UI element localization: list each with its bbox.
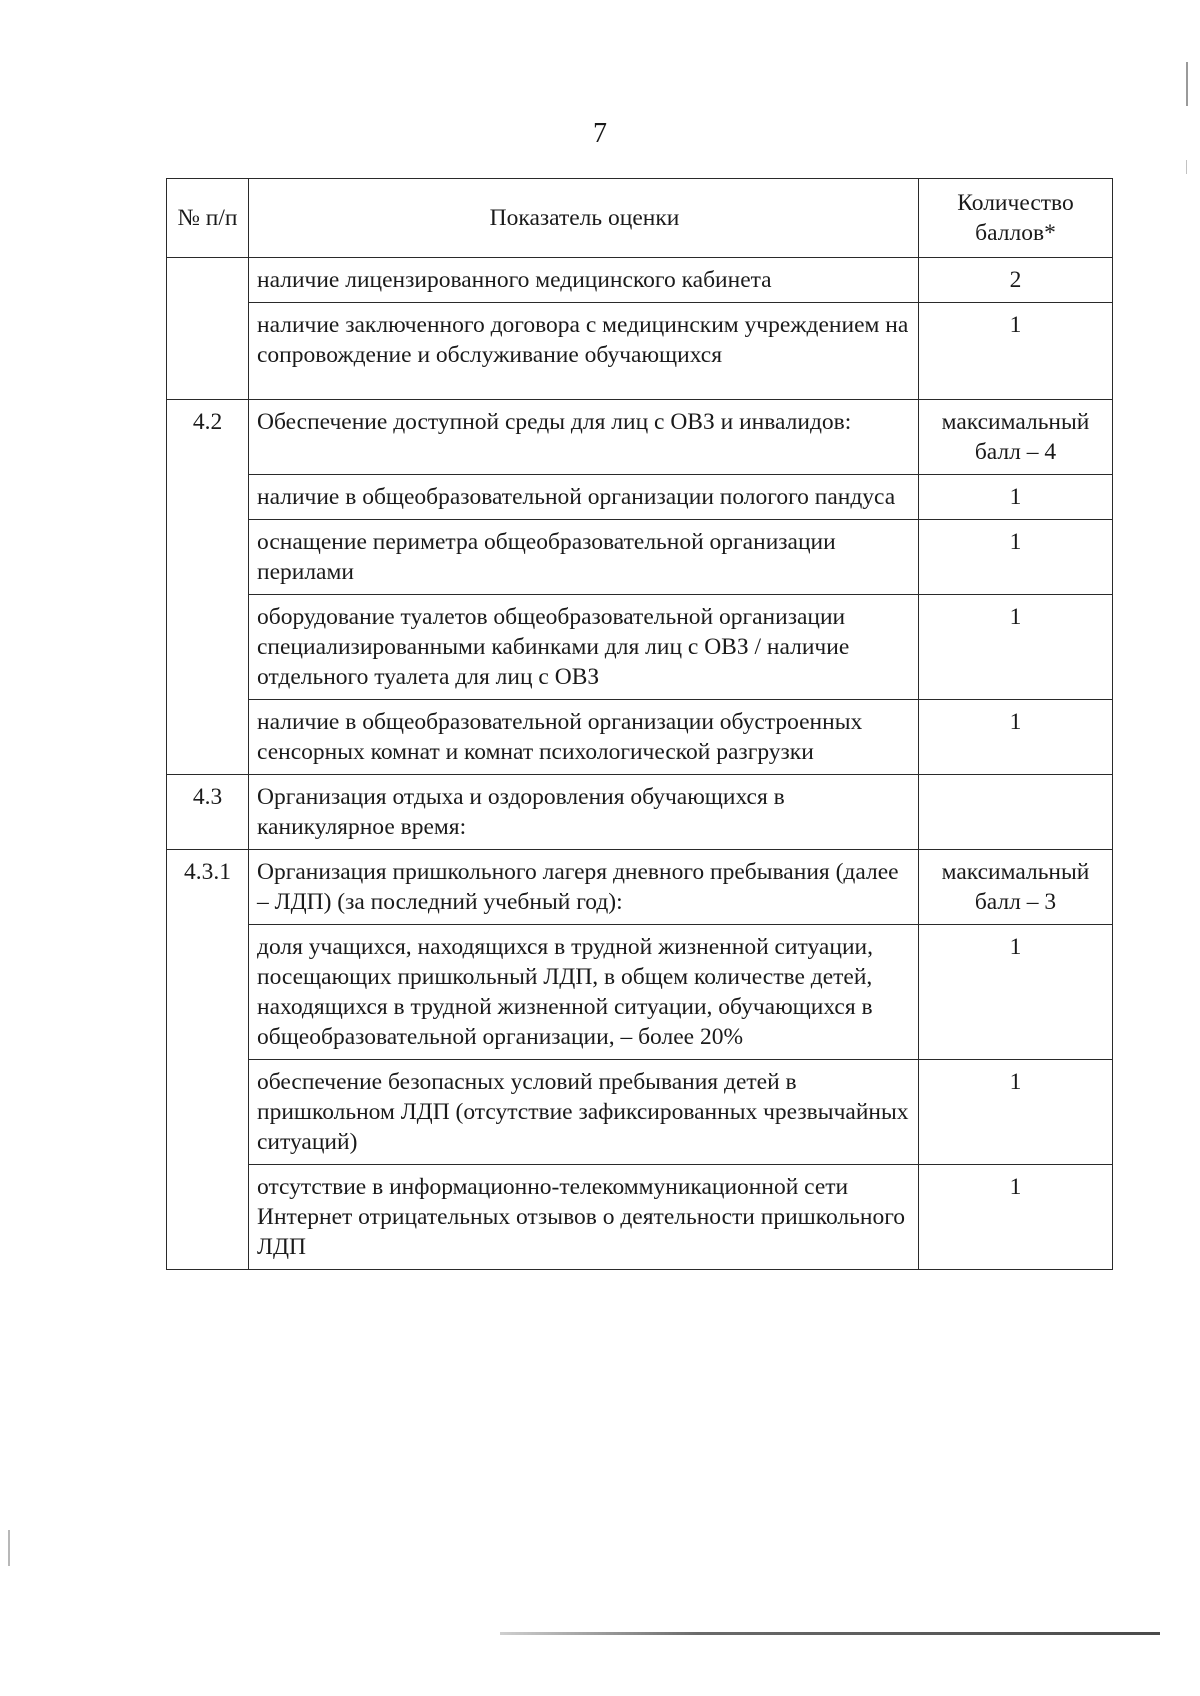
header-num-label: № п/п [177,205,238,231]
table-row [167,258,1113,303]
page-number: 7 [593,118,607,149]
table-row [167,400,1113,475]
row-num: 4.2 [167,400,249,775]
row-indicator: Организация отдыха и оздоровления обучающихся в каникулярное время: [249,775,919,850]
row-indicator: Организация пришкольного лагеря дневного пребывания (далее – ЛДП) (за последний учебный год): [249,850,919,925]
row-indicator: наличие заключенного договора с медицинским учреждением на сопровождение и обслуживание обучающихся [249,303,919,400]
row-indicator: Обеспечение доступной среды для лиц с ОВЗ и инвалидов: [249,400,919,475]
row-points: 1 [919,595,1113,700]
row-points [919,775,1113,850]
header-indicator-label: Показатель оценки [489,205,680,231]
row-indicator: отсутствие в информационно-телекоммуникационной сети Интернет отрицательных отзывов о деятельности пришкольного ЛДП [249,1165,919,1270]
table-row [167,775,1113,850]
row-indicator: оборудование туалетов общеобразовательной организации специализированными кабинками для лиц с ОВЗ / наличие отдельного туалета для лиц с ОВЗ [249,595,919,700]
row-points: 2 [919,258,1113,303]
row-points: 1 [919,1165,1113,1270]
row-points: 1 [919,303,1113,400]
table-row [167,1060,1113,1165]
scan-mark-right-mid [1186,160,1187,174]
row-num: 4.3.1 [167,850,249,1270]
row-points: 1 [919,1060,1113,1165]
table-header-row [167,179,1113,258]
table-row [167,475,1113,520]
row-points: максимальный балл – 3 [919,850,1113,925]
table-row [167,850,1113,925]
row-num: 4.3 [167,775,249,850]
row-indicator: наличие лицензированного медицинского кабинета [249,258,919,303]
row-indicator: наличие в общеобразовательной организации обустроенных сенсорных комнат и комнат психологической разгрузки [249,700,919,775]
evaluation-table [166,178,1113,1270]
scan-line-bottom [500,1632,1160,1635]
header-points-label: Количество баллов* [957,190,1074,246]
header-indicator [249,179,919,258]
table-row [167,303,1113,400]
scan-mark-right-top [1186,62,1188,106]
scan-mark-left-bottom [8,1530,10,1566]
row-indicator: доля учащихся, находящихся в трудной жизненной ситуации, посещающих пришкольный ЛДП, в общем количестве детей, находящихся в трудной жизненной ситуации, обучающихся в общеобразовательной организации, – более 20% [249,925,919,1060]
row-points: 1 [919,475,1113,520]
table-row [167,1165,1113,1270]
header-points [919,179,1113,258]
table-row [167,520,1113,595]
row-num [167,258,249,400]
row-indicator: обеспечение безопасных условий пребывания детей в пришкольном ЛДП (отсутствие зафиксированных чрезвычайных ситуаций) [249,1060,919,1165]
table-row [167,700,1113,775]
row-indicator: оснащение периметра общеобразовательной организации перилами [249,520,919,595]
row-points: 1 [919,925,1113,1060]
row-points: максимальный балл – 4 [919,400,1113,475]
row-points: 1 [919,520,1113,595]
header-num [167,179,249,258]
row-points: 1 [919,700,1113,775]
table-row [167,925,1113,1060]
table-row [167,595,1113,700]
row-indicator: наличие в общеобразовательной организации пологого пандуса [249,475,919,520]
